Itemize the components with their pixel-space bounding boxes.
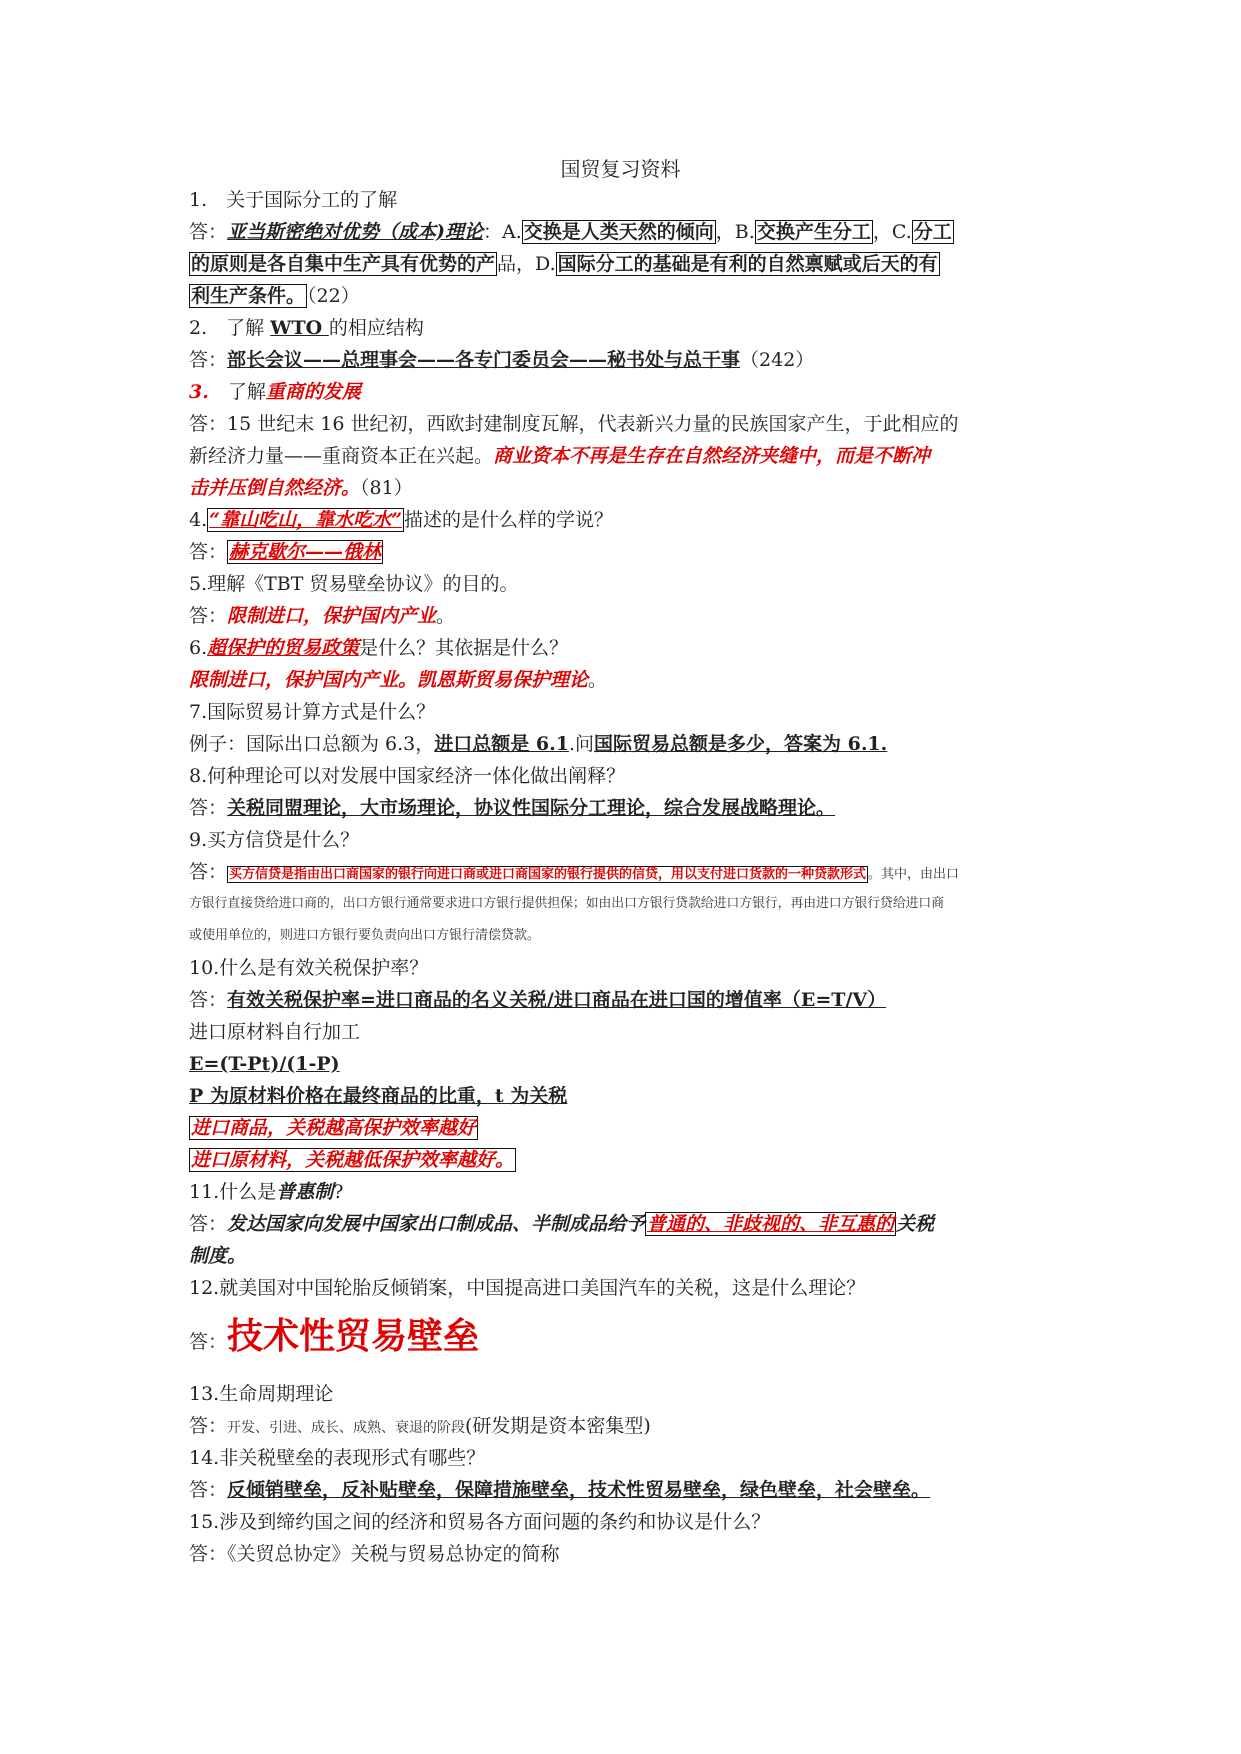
answer-1-line-1: 答：亚当斯密绝对优势（成本)理论：A. 交换是人类天然的倾向 ，B. 交换产生分工 ，C. 分工: [189, 221, 952, 243]
answer-8: 答：关税同盟理论，大市场理论，协议性国际分工理论，综合发展战略理论。: [189, 797, 836, 819]
answer-1-theory: 亚当斯密绝对优势（成本)理论: [227, 221, 484, 243]
question-3: 3. 了解重商的发展: [189, 381, 361, 403]
question-2: 2. 了解 WTO 的相应结构: [189, 317, 424, 339]
answer-9-line-2: 方银行直接贷给进口商的，出口方银行通常要求进口方银行提供担保；如由出口方银行贷款给进口方银行，再由进口方银行贷给进口商: [189, 896, 945, 911]
answer-5: 答：限制进口，保护国内产业。: [189, 605, 456, 627]
answer-9-line-1: 答： 买方信贷是指由出口商国家的银行向进口商或进口商国家的银行提供的信贷，用以支付进口货款的一种贷款形式 。其中，由出口: [189, 861, 960, 883]
answer-10-red-2: 进口原材料，关税越低保护效率越好。: [191, 1149, 515, 1171]
answer-1-line-2: 的原则是各自集中生产具有优势的产 品，D. 国际分工的基础是有利的自然禀赋或后天的有: [191, 253, 938, 275]
answer-13: 答：开发、引进、成长、成熟、衰退的阶段(研发期是资本密集型): [189, 1415, 651, 1437]
answer-3-line-2: 新经济力量——重商资本正在兴起。商业资本不再是生存在自然经济夹缝中，而是不断冲: [189, 445, 931, 467]
question-4-quote: “靠山吃山，靠水吃水”: [209, 509, 402, 531]
answer-3-line-1: 答：15 世纪末 16 世纪初，西欧封建制度瓦解，代表新兴力量的民族国家产生，于此相应的: [189, 413, 959, 435]
question-14: 14.非关税壁垒的表现形式有哪些？: [189, 1447, 486, 1469]
answer-11-line-1: 答：发达国家向发展中国家出口制成品、半制成品给予 普通的、非歧视的、非互惠的 关税: [189, 1213, 935, 1235]
answer-10-red-1: 进口商品，关税越高保护效率越好: [191, 1117, 477, 1139]
question-9: 9.买方信贷是什么？: [189, 829, 360, 851]
answer-7: 例子：国际出口总额为 6.3，进口总额是 6.1.问国际贸易总额是多少，答案为 6.1.: [189, 733, 888, 755]
answer-1-box-c-cont: 的原则是各自集中生产具有优势的产: [191, 253, 496, 275]
answer-9-line-3: 或使用单位的，则进口方银行要负责向出口方银行清偿贷款。: [189, 928, 541, 943]
question-11: 11.什么是普惠制?: [189, 1181, 344, 1203]
answer-10-note: P 为原材料价格在最终商品的比重，t 为关税: [189, 1085, 568, 1107]
answer-1-box-c: 分工: [913, 221, 952, 243]
question-13: 13.生命周期理论: [189, 1383, 334, 1405]
question-10: 10.什么是有效关税保护率？: [189, 957, 429, 979]
answer-10: 答：有效关税保护率=进口商品的名义关税/进口商品在进口国的增值率（E=T/V）: [189, 989, 887, 1011]
answer-15: 答：《关贸总协定》关税与贸易总协定的简称: [189, 1543, 560, 1565]
page-title: 国贸复习资料: [560, 157, 681, 181]
question-5: 5.理解《TBT 贸易壁垒协议》的目的。: [189, 573, 519, 595]
answer-2: 答：部长会议——总理事会——各专门委员会——秘书处与总干事（242）: [189, 349, 815, 371]
answer-9-box: 买方信贷是指由出口商国家的银行向进口商或进口商国家的银行提供的信贷，用以支付进口货款的一种贷款形式: [229, 867, 867, 882]
answer-3-line-3: 击并压倒自然经济。（81）: [189, 477, 413, 499]
answer-1-box-b: 交换产生分工: [756, 221, 871, 243]
answer-1-box-a: 交换是人类天然的倾向: [523, 221, 714, 243]
answer-10-formula: E=(T-Pt)/(1-P): [189, 1053, 340, 1075]
answer-14: 答：反倾销壁垒，反补贴壁垒，保障措施壁垒，技术性贸易壁垒，绿色壁垒，社会壁垒。: [189, 1479, 931, 1501]
answer-11-line-2: 制度。: [189, 1245, 247, 1267]
answer-1-line-3: 利生产条件。 （22）: [191, 285, 360, 307]
question-1: 1. 关于国际分工的了解: [189, 189, 398, 211]
answer-4: 答： 赫克歇尔——俄林: [189, 541, 382, 563]
question-7: 7.国际贸易计算方式是什么？: [189, 701, 436, 723]
question-8: 8.何种理论可以对发展中国家经济一体化做出阐释？: [189, 765, 626, 787]
answer-1-box-d: 国际分工的基础是有利的自然禀赋或后天的有: [557, 253, 938, 275]
question-6: 6.超保护的贸易政策是什么？其依据是什么？: [189, 637, 569, 659]
question-12: 12.就美国对中国轮胎反倾销案，中国提高进口美国汽车的关税，这是什么理论？: [189, 1277, 866, 1299]
answer-6: 限制进口，保护国内产业。凯恩斯贸易保护理论。: [189, 669, 608, 691]
answer-11-box: 普通的、非歧视的、非互惠的: [647, 1213, 895, 1235]
answer-10-line-2: 进口原材料自行加工: [189, 1021, 361, 1043]
answer-1-box-d-cont: 利生产条件。: [191, 285, 306, 307]
question-15: 15.涉及到缔约国之间的经济和贸易各方面问题的条约和协议是什么？: [189, 1511, 771, 1533]
answer-12: 答：技术性贸易壁垒: [189, 1316, 480, 1357]
question-4: 4. “靠山吃山，靠水吃水” 描述的是什么样的学说？: [189, 509, 614, 531]
